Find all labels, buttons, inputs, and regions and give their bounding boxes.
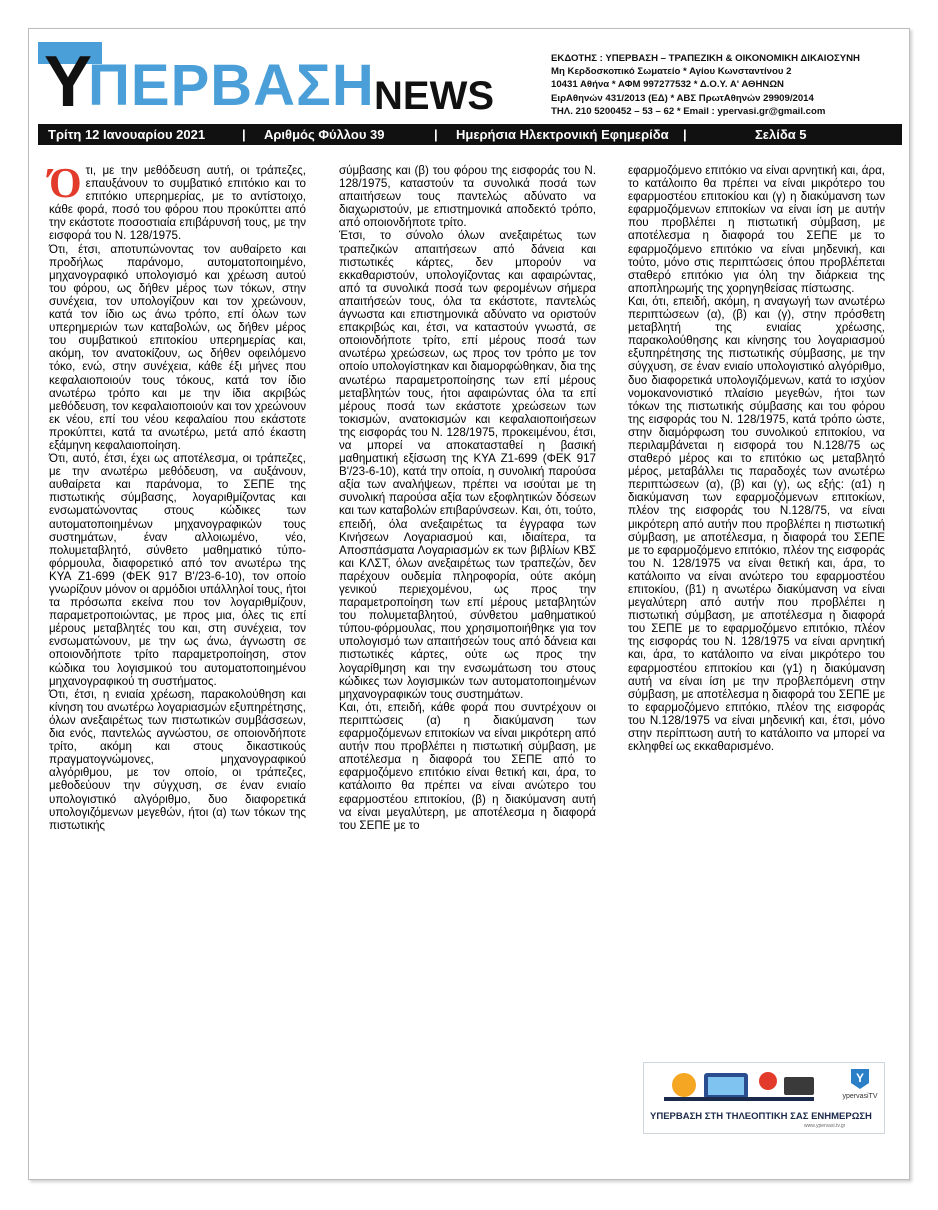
publisher-line: ΕιρΑθηνών 431/2013 (ΕΔ) * ΑΒΣ ΠρωτΑθηνών 29909/2014 xyxy=(551,92,814,104)
publisher-info xyxy=(551,52,911,118)
paragraph: Και, ότι, επειδή, κάθε φορά που συντρέχουν οι περιπτώσεις (α) η διακύμανση των εφαρμοζόμενων επιτοκίων να είναι μικρότερη από αυτήν που προβλέπει η πιστωτική σύμβαση, με αποτέλεσμα η διαφορά του ΣΕΠΕ από το εφαρμοζόμενο επιτόκιο είναι θετική και, άρα, το κατάλοιπο θα πρέπει να είναι ανώτερο του εφαρμοστέου επιτοκίου, (β) η διακύμανση αυτή να είναι μεγαλύτερη, με αποτέλεσμα η διαφορά του ΣΕΠΕ με το xyxy=(339,700,596,832)
separator: | xyxy=(434,127,438,142)
paragraph: Και, ότι, επειδή, ακόμη, η αναγωγή των ανωτέρω περιπτώσεων (α), (β) και (γ), στην πρόσθετη μεταβλητή της ενιαίας χρέωσης, παρακολούθησης και κίνησης του λογαριασμού εξυπηρέτησης της πιστωτικής σύμβασης, με την σύγχυση, σε έναν ενιαίο υπολογιστικό αλγόριθμο, δυο διαφορετικά υπολογιζόμενων, κατά το ισχύον νομοκανονιστικό πλαίσιο μεγεθών, ήτοι των τόκων της πιστωτικής σύμβασης και του φόρου της εισφοράς του Ν. 128/1975, κατά τρόπο ώστε, στην διαμόρφωση του συνολικού επιτοκίου, να περιλαμβάνεται η εισφορά του Ν.128/75 ως σταθερό μέρος και το επιτόκιο ως μεταβλητό μέρος, μεταβάλλει τις παραδοχές των ανωτέρω περιπτώσεων (α), (β) και (γ), ως εξής: (α1) η διακύμανση των εφαρμοζόμενων επιτοκίων, πλέον της εισφοράς του Ν.128/75, να είναι μικρότερη από αυτήν που προβλέπει η πιστωτική σύμβαση, με αποτέλεσμα, η διαφορά του ΣΕΠΕ με το εφαρμοζόμενο επιτόκιο, πλέον της εισφοράς του Ν. 128/1975 να είναι θετική και, άρα, το κατάλοιπο να είναι ανώτερο του εφαρμοστέου επιτοκίου, (β1) η ανωτέρω διακύμανση να είναι μεγαλύτερη από αυτήν που προβλέπει η πιστωτική σύμβαση, με αποτέλεσμα η διαφορά του ΣΕΠΕ με το εφαρμοζόμενο επιτόκιο, πλέον της εισφοράς του Ν. 128/1975 να είναι αρνητική και, άρα, το κατάλοιπο να είναι μικρότερο του εφαρμοστέου επιτοκίου και (γ1) η διακύμανση αυτή να είναι ίση με την προβλεπόμενη στην σύμβαση, με αποτέλεσμα η διαφορά του ΣΕΠΕ με το εφαρμοζόμενο επιτόκιο, πλέον της εισφοράς του Ν.128/1975 να είναι μηδενική και, έτσι, μόνο στην περίπτωση αυτή το κατάλοιπο να μπορεί να εκληφθεί ως εκκαθαρισμένο. xyxy=(628,294,885,754)
page-number: Σελίδα 5 xyxy=(755,127,807,142)
paragraph: Ότι, αυτό, έτσι, έχει ως αποτέλεσμα, οι τράπεζες, με την ανωτέρω μεθόδευση, να αυξάνουν, αυθαίρετα και παράνομα, το ΣΕΠΕ της πιστωτικής σύμβασης, λογαριθμίζοντας και ενσωματώνοντας στους κώδικες των αυτοματοποιημένων μηχανογραφικών τους συστημάτων, έναν αλλοιωμένο, νέο, πολυμεταβλητό, σύνθετο μαθηματικό τύπο-φόρμουλα, διαφορετικό από τον ανωτέρω της ΚΥΑ Ζ1-699 (ΦΕΚ 917 Β'/23-6-10), τον οποίο γνωρίζουν μόνον οι αρμόδιοι υπάλληλοί τους, ήτοι τα πρόσωπα εκείνα που τον λογαριθμίζουν, παραμετροποιώντας, με προς μια, όλες τις επί μέρους μεταβλητές του και, στη συνέχεια, τον ενσωματώνουν, με την ως άνω, άγνωστη σε οποιονδήποτε τρίτο παραμετροποίηση, στον κώδικα του λογισμικού του αυτοματοποιημένου μηχανογραφικού τη συστήματος. xyxy=(49,452,306,688)
separator: | xyxy=(242,127,246,142)
tv-logo-label: ypervasiTV xyxy=(842,1093,878,1100)
article-column-3 xyxy=(628,164,885,754)
issue-bar xyxy=(38,124,902,145)
paragraph: Ότι, με την μεθόδευση αυτή, οι τράπεζες, επαυξάνουν το συμβατικό επιτόκιο και το επιτόκιο υπερημερίας, με το αντίστοιχο, κάθε φορά, ποσό του φόρου που προκύπτει από την εκάστοτε ποσοστιαία επιβάρυνσή τους, με την εισφορά του Ν. 128/1975. xyxy=(49,161,306,243)
ypervasi-tv-banner[interactable] xyxy=(643,1062,885,1134)
paragraph: Ότι, έτσι, η ενιαία χρέωση, παρακολούθηση και κίνηση του ανωτέρω λογαριασμών εξυπηρέτησης, όλων ανεξαιρέτως των πιστωτικών συμβάσσεων, δια ενός, παντελώς αγνώστου, σε οποιονδήποτε τρίτο, ακόμη και στους δικαστικούς πραγματογνώμονες, μηχανογραφικού αλγόριθμου, με τον οποίο, οι τράπεζες, μεθοδεύουν την σύγχυση, σε έναν ενιαίο υπολογιστικό αλγόριθμο, δυο διαφορετικά υπολογιζόμενων μεγεθών, ήτοι (α) των τόκων της πιστωτικής xyxy=(49,687,306,832)
paragraph: Ότι, έτσι, αποτυπώνοντας τον αυθαίρετο και προδήλως παράνομο, αυτοματοποιημένο, μηχανογραφικό υπολογισμό και χρέωση αυτού του φόρου, ως δήθεν μέρος των τόκων, στην συνέχεια, τον υπολογίζουν και τον χρεώνουν, κατά τον ίδιο ως άνω τρόπο, επί όλων των υπερημεριών των καταβολών, ως δήθεν μέρος του συμβατικού επιτοκίου υπερημερίας και, ακόμη, τον ανατοκίζουν, ως δήθεν οφειλόμενο τόκο, ενώ, στην συνέχεια, κάθε έξι μήνες που κεφαλαιοποιούν τους τόκους, κατά τον ίδιο ανωτέρω τρόπο και με την ίδια ακριβώς μεθόδευση, τον κεφαλαιοποιούν και τον χρεώνουν εκ νέου, επί του νέου κεφαλαίου που εκάστοτε προκύπτει, κατά τα ανωτέρω, μετά από έκαστη εξάμηνη κεφαλαιοποίηση. xyxy=(49,242,306,452)
drop-cap: Ό xyxy=(49,161,82,207)
paragraph: σύμβασης και (β) του φόρου της εισφοράς του Ν. 128/1975, καταστούν τα συνολικά ποσά των απαιτήσεων τους παντελώς αδύνατο να διαχωριστούν, με επιστημονικά αποδεκτό τρόπο, από οποιονδήποτε τρίτο. xyxy=(339,164,596,230)
logo-news-text: NEWS xyxy=(374,74,494,118)
svg-text:Y: Y xyxy=(855,1071,865,1085)
publisher-line: 10431 Αθήνα * ΑΦΜ 997277532 * Δ.Ο.Υ. Α' ΑΘΗΝΩΝ xyxy=(551,79,784,91)
article-column-1 xyxy=(49,161,306,1156)
logo-brand-text: ΠΕΡΒΑΣΗ xyxy=(88,53,375,118)
logo-initial: Y xyxy=(44,42,93,122)
publisher-line: ΕΚΔΟΤΗΣ : ΥΠΕΡΒΑΣΗ – ΤΡΑΠΕΖΙΚΗ & ΟΙΚΟΝΟΜΙΚΗ ΔΙΚΑΙΟΣΥΝΗ xyxy=(551,53,860,64)
tv-logo xyxy=(840,1067,880,1100)
banner-caption: ΥΠΕΡΒΑΣΗ ΣΤΗ ΤΗΛΕΟΠΤΙΚΗ ΣΑΣ ΕΝΗΜΕΡΩΣΗ xyxy=(650,1111,872,1122)
publisher-line: Μη Κερδοσκοπικό Σωματείο * Αγίου Κωνσταντίνου 2 xyxy=(551,66,792,78)
banner-url: www.ypervasi.tv.gr xyxy=(804,1123,846,1129)
publisher-line: ΤΗΛ. 210 5200452 – 53 – 62 * Email : ypervasi.gr@gmail.com xyxy=(551,105,826,117)
paragraph: Έτσι, το σύνολο όλων ανεξαιρέτως των τραπεζικών απαιτήσεων από δάνεια και πιστωτικές κάρτες, δεν μπορούν να εκκαθαριστούν, υπολογίζοντας και αφαιρώντας, από τα συνολικά ποσά των φερομένων σήμερα απαιτήσεών τους, όλα τα εκάστοτε, παντελώς άγνωστα και επιστημονικά αδύνατο να οριστούν επακριβώς και, έτσι, να καταστούν γνωστά, σε οποιονδήποτε τρίτο, επί μέρους ποσά των ανωτέρω χρεώσεων, ως προς τον τρόπο με τον οποίο υπολογίστηκαν και διαμορφώθηκαν, δια της ανωτέρω παραμετροποίησης των επί μέρους μεταβλητών τους, ήτοι αφαιρώντας όλα τα επί μέρους ποσά των εκάστοτε χρεώσεων των τοκισμών, ανατοκισμών και κεφαλαιοποιήσεων της εισφοράς του Ν. 128/1975, προκειμένου, έτσι, να μπορεί να αποκατασταθεί η βασική μαθηματική εξίσωση της ΚΥΑ Ζ1-699 (ΦΕΚ 917 Β'/23-6-10), κατά την οποία, η συνολική παρούσα αξία των αναλήψεων, πρέπει να ισούται με τη συνολική παρούσα αξία των εξοφλητικών δόσεων και των καταβολών επιβαρύνσεων. Και, ότι, τούτο, επειδή, όλα ανεξαιρέτως τα έγγραφα των Κινήσεων Λογαριασμού και, ιδιαίτερα, τα Αποσπάσματα Λογαριασμών εκ των βιβλίων ΚΒΣ και ΚΛΣΤ, όλων ανεξαιρέτως των τραπεζών, δεν παρέχουν ουδεμία πληροφορία, ούτε ακόμη γενικού περιεχομένου, ως προς την παραμετροποίηση των επί μέρους μεταβλητών του πολυμεταβλητού, σύνθετου μαθηματικού τύπου-φόρμουλας, που χρησιμοποιήθηκε για τον υπολογισμό των απαιτήσεών τους από δάνεια και πιστωτικές κάρτες, ούτε ως προς την λογαρίθμηση και την ενσωμάτωση του στους κώδικες των λογισμικών των αυτοματοποιημένων μηχανογραφικών τους συστημάτων. xyxy=(339,229,596,701)
paragraph: εφαρμοζόμενο επιτόκιο να είναι αρνητική και, άρα, το κατάλοιπο θα πρέπει να είναι μικρότερο του εφαρμοστέου επιτοκίου και (γ) η διακύμανση των εφαρμοζόμενων επιτοκίων να είναι ίση με αυτήν που προβλέπει η πιστωτική σύμβαση, με αποτέλεσμα η διαφορά του ΣΕΠΕ με το εφαρμοζόμενο επιτόκιο να είναι μηδενική, και τούτο, μόνο στις περιπτώσεις όπου προβλέπεται σταθερό επιτόκιο για όλη την διάρκεια της αποπληρωμής της χορηγηθείσας πίστωσης. xyxy=(628,164,885,295)
separator: | xyxy=(683,127,687,142)
issue-number: Αριθμός Φύλλου 39 xyxy=(264,127,385,142)
tv-logo-icon xyxy=(849,1067,871,1091)
issue-type: Ημερήσια Ηλεκτρονική Εφημερίδα xyxy=(456,127,669,142)
article-column-2 xyxy=(339,164,596,1156)
issue-date: Τρίτη 12 Ιανουαρίου 2021 xyxy=(48,127,206,142)
masthead-logo xyxy=(38,42,538,122)
